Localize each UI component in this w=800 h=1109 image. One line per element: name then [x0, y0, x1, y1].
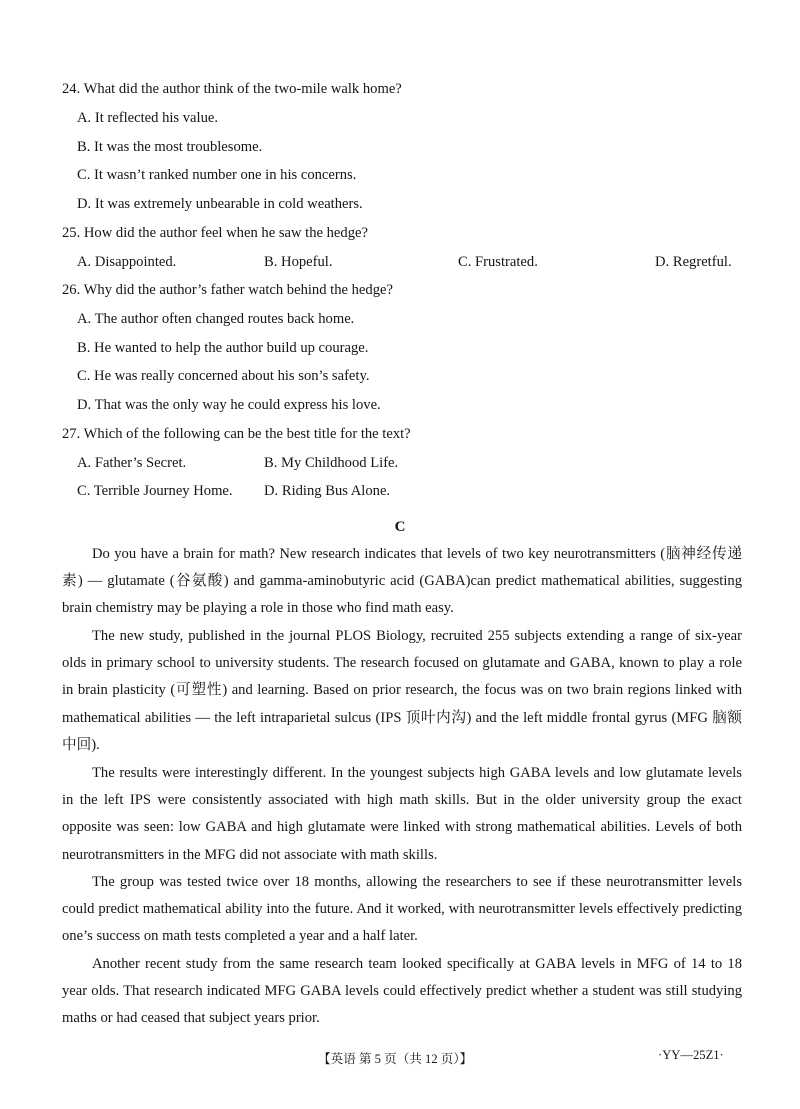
passage-paragraph: The results were interestingly different. In the youngest subjects high GABA levels and low glutamate levels in the left IPS were consistently associated with high math skills. But in the older university group the exact opposite was seen: low GABA and high glutamate were linked with strong mathematical abilities. Levels of both neurotransmitters in the MFG did not associate with math skills. [62, 765, 742, 863]
passage-paragraph: Do you have a brain for math? New research indicates that levels of two key neurotransmitters (脑神经传递素) — glutamate (谷氨酸) and gamma-aminobutyric acid (GABA)can predict mathematical abilities, suggesting brain chemistry may be playing a role in those who find math easy. [62, 546, 742, 617]
question-stem: 27. Which of the following can be the best title for the text? [62, 426, 411, 442]
section-heading: C [394, 519, 406, 535]
passage-paragraph: Another recent study from the same research team looked specifically at GABA levels in MFG of 14 to 18 year olds. That research indicated MFG GABA levels could effectively predict whether a student was still studying maths or had ceased that subject years prior. [62, 956, 742, 1027]
page-number: 【英语 第 5 页（共 12 页）】 [318, 1052, 473, 1066]
question-stem: 26. Why did the author’s father watch behind the hedge? [62, 282, 393, 298]
option-a: A. It reflected his value. [77, 110, 219, 126]
paper-code: ·YY—25Z1· [658, 1048, 724, 1062]
option-d: D. Regretful. [655, 254, 732, 270]
option-a: A. Father’s Secret. [77, 455, 187, 471]
option-c: C. Frustrated. [458, 254, 538, 270]
passage-paragraph: The new study, published in the journal PLOS Biology, recruited 255 subjects extending a range of six-year olds in primary school to university students. The research focused on glutamate and GABA, known to play a role in brain plasticity (可塑性) and learning. Based on prior research, the focus was on two brain regions linked with mathematical abilities — the left intraparietal sulcus (IPS 顶叶内沟) and the left middle frontal gyrus (MFG 脑额中回). [62, 628, 742, 753]
question-stem: 24. What did the author think of the two-mile walk home? [62, 81, 402, 97]
option-c: C. Terrible Journey Home. [77, 483, 233, 499]
option-d: D. That was the only way he could express his love. [77, 397, 381, 413]
option-b: B. It was the most troublesome. [77, 139, 263, 155]
question-stem: 25. How did the author feel when he saw the hedge? [62, 225, 368, 241]
option-b: B. He wanted to help the author build up courage. [77, 340, 369, 356]
option-b: B. My Childhood Life. [264, 455, 399, 471]
option-a: A. Disappointed. [77, 254, 177, 270]
option-b: B. Hopeful. [264, 254, 333, 270]
passage-paragraph: The group was tested twice over 18 months, allowing the researchers to see if these neurotransmitter levels could predict mathematical ability into the future. And it worked, with neurotransmitter levels effectively predicting one’s success on math tests completed a year and a half later. [62, 874, 742, 945]
option-c: C. It wasn’t ranked number one in his concerns. [77, 167, 357, 183]
option-a: A. The author often changed routes back home. [77, 311, 355, 327]
option-d: D. It was extremely unbearable in cold weathers. [77, 196, 363, 212]
option-c: C. He was really concerned about his son’s safety. [77, 368, 370, 384]
option-d: D. Riding Bus Alone. [264, 483, 391, 499]
